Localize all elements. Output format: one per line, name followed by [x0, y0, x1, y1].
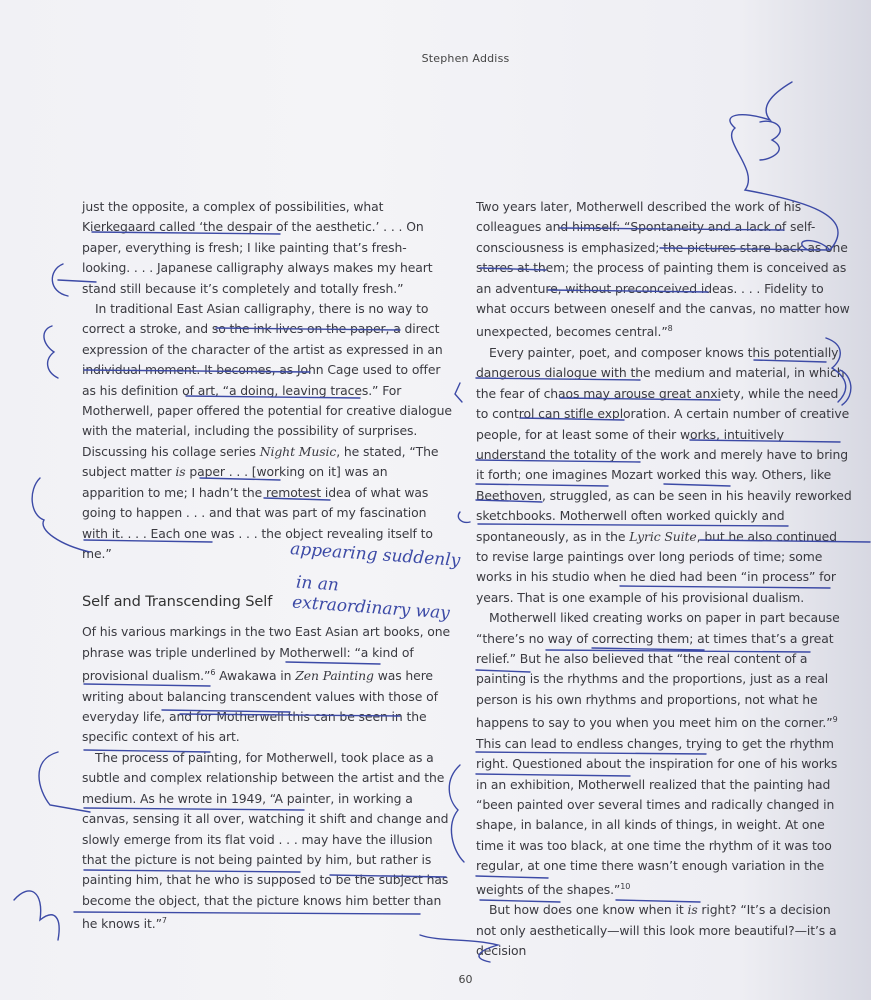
paragraph	[82, 748, 452, 935]
paragraph-text: , he stated, “The subject matter	[82, 443, 439, 480]
paragraph-text: Two years later, Motherwell described the work of his colleagues and himself: “Spontaneity and a lack of self-consciousness is emphasized; the pictures stare back as one stares at them; the process of painting them is conceived as an adventure, without preconceived ideas. . . . Fidelity to what occurs between oneself and the canvas, no matter how unexpected, becomes central.”	[476, 199, 850, 340]
paragraph-text: But how does one know when it	[489, 902, 688, 918]
section-heading: Self and Transcending Self	[82, 593, 273, 611]
footnote-marker: 6	[210, 668, 216, 678]
paragraph	[82, 299, 452, 564]
margin-bracket	[44, 326, 58, 378]
handwritten-note: in an	[295, 572, 340, 596]
page-number: 60	[458, 973, 473, 986]
running-header: Stephen Addiss	[421, 52, 510, 65]
work-title: Lyric Suite	[629, 528, 697, 544]
paragraph-text: was here writing about balancing transcendent values with those of everyday life, and for Motherwell this can be seen in the specific context of his art.	[82, 668, 438, 745]
paragraph-text: The process of painting, for Motherwell, took place as a subtle and complex relationship between the artist and the medium. As he wrote in 1949, “A painter, in working a canvas, sensing it all over, watching it shift and change and slowly emerge from its flat void . . . may have the illusion that the picture is not being painted by him, but rather is painting him, that he who is supposed to be the subject has become the object, that the picture knows him better than he knows it.”	[82, 749, 449, 932]
paragraph-text: Motherwell liked creating works on paper in part because “there’s no way of correcting them; at times that’s a great relief.” But he also believed that “the real content of a painting is the rhythms and the proportions, just as a real person is his own rhythms and proportions, not what he happens to say to you when you meet him on the corner.”	[476, 610, 840, 731]
paragraph-text: In traditional East Asian calligraphy, there is no way to correct a stroke, and so the ink lives on the paper, a direct expression of the character of the artist as expressed in an individual moment. It becomes, as John Cage used to offer as his definition of art, “a doing, leaving traces.” For Motherwell, paper offered the potential for creative dialogue with the material, including the possibility of surprises. Discussing his collage series	[82, 301, 452, 459]
footnote-marker: 8	[667, 324, 673, 334]
paragraph-text: , but he also continued to revise large paintings over long periods of time; some works in his studio when he died had been “in process” for years. That is one example of his provisional dualism.	[476, 528, 837, 605]
handwritten-note: extraordinary way	[291, 592, 451, 624]
paragraph-text: Every painter, poet, and composer knows this potentially dangerous dialogue with the medium and material, in which the fear of chaos may arouse great anxiety, while the need to control can stifle exploration. A certain number of creative people, for at least some of their works, intuitively understand the totality of the work and merely have to bring it forth; one imagines Mozart worked this way. Others, like Beethoven, struggled, as can be seen in his heavily reworked sketchbooks. Motherwell often worked quickly and spontaneously, as in the	[476, 344, 852, 544]
margin-scribble	[455, 383, 462, 402]
footnote-marker: 9	[832, 715, 838, 725]
paragraph	[476, 900, 852, 961]
paragraph-text: Awakawa in	[215, 668, 296, 684]
work-title: Night Music	[259, 443, 337, 459]
paragraph-text: This can lead to endless changes, trying to get the rhythm right. Questioned about the inspiration for one of his works in an exhibition, Motherwell realized that the painting had “been painted over several times and radically changed in shape, in balance, in all kinds of things, in weight. At one time it was too black, at one time the rhythm of it was too regular, at one time there wasn’t enough variation in the weights of the shapes.”	[476, 735, 838, 897]
paragraph-text: just the opposite, a complex of possibilities, what Kierkegaard called ‘the despair of the aesthetic.’ . . . On paper, everything is fresh; I like painting that’s fresh-looking. . . . Japanese calligraphy always makes my heart stand still because it’s completely and totally fresh.”	[82, 199, 433, 296]
paragraph	[476, 343, 852, 608]
paragraph	[476, 608, 852, 900]
emphasis: is	[687, 902, 698, 918]
work-title: Zen Painting	[295, 668, 374, 684]
margin-bracket	[14, 891, 59, 940]
paragraph-text: paper . . . [working on it] was an apparition to me; I hadn’t the remotest idea of what was going to happen . . . and that was part of my fascination with it. . . . Each one was . . . the object revealing itself to me.”	[82, 464, 433, 561]
paragraph	[476, 197, 852, 343]
right-column	[476, 197, 852, 961]
margin-bracket	[458, 512, 470, 522]
paragraph-text: Of his various markings in the two East Asian art books, one phrase was triple underlined by Motherwell: “a kind of provisional dualism.”	[82, 624, 451, 684]
emphasis: is	[175, 464, 186, 480]
margin-scribble	[760, 121, 780, 160]
paragraph-text: right? “It’s a decision not only aesthetically—will this look more beautiful?—it’s a decision	[476, 902, 837, 958]
paragraph	[82, 197, 452, 299]
footnote-marker: 7	[161, 916, 167, 926]
paragraph	[82, 622, 452, 748]
handwritten-note: appearing suddenly	[289, 539, 461, 571]
footnote-marker: 10	[620, 881, 631, 891]
